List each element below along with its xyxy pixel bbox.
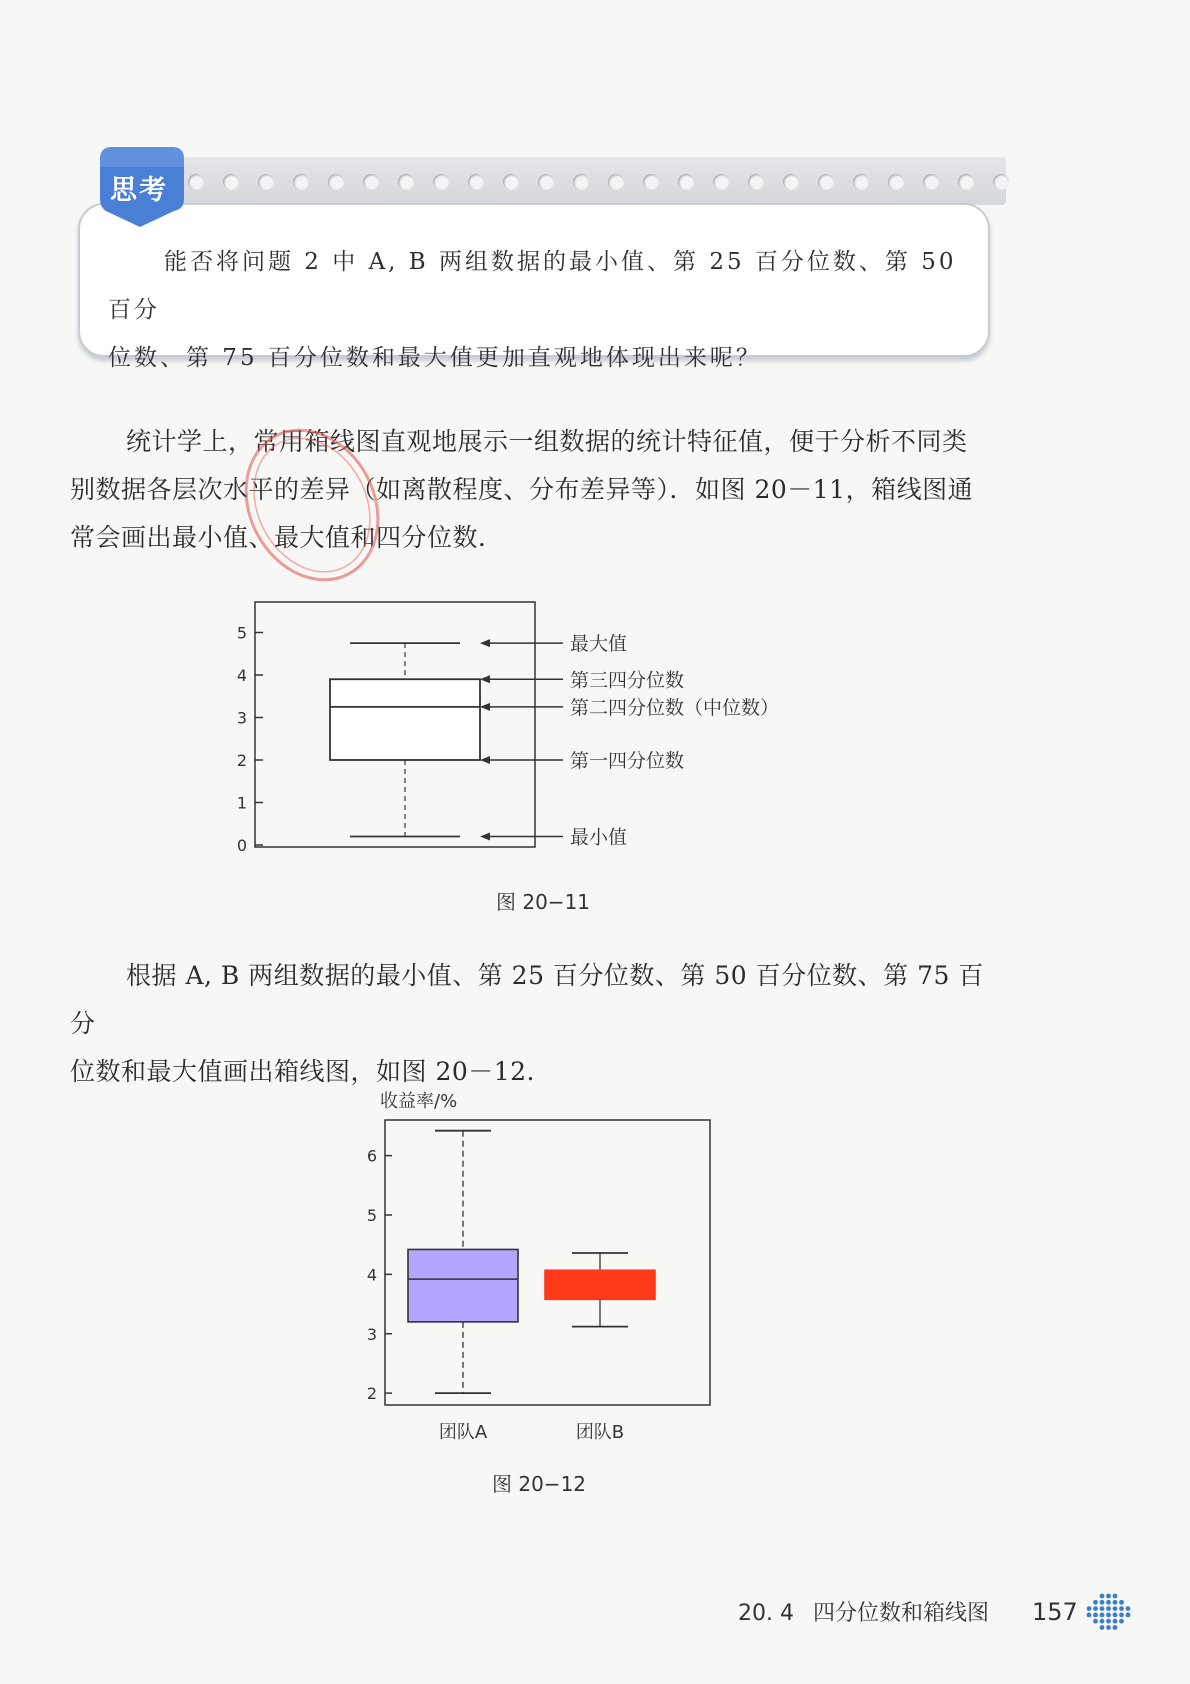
box-team-b xyxy=(545,1270,655,1299)
binder-hole xyxy=(468,174,484,190)
arrow-head-icon xyxy=(480,756,490,764)
arrow-head-icon xyxy=(480,703,490,711)
annotation-label-max: 最大值 xyxy=(570,633,628,656)
ornament-dot xyxy=(1100,1625,1105,1630)
annotation-label-median: 第二四分位数（中位数） xyxy=(570,696,780,719)
think-line-2: 位数、第 75 百分位数和最大值更加直观地体现出来呢？ xyxy=(108,345,762,371)
binder-hole xyxy=(783,174,799,190)
paragraph-2-line-2: 位数和最大值画出箱线图，如图 20－12． xyxy=(70,1057,553,1086)
box-team-a xyxy=(408,1249,518,1321)
binder-hole xyxy=(503,174,519,190)
ornament-dot xyxy=(1106,1606,1111,1611)
figure-20-11-caption: 图 20−11 xyxy=(496,890,591,914)
y-tick-label: 4 xyxy=(366,1265,377,1285)
paragraph-1-line-2: 别数据各层次水平的差异（如离散程度、分布差异等）．如图 20－11，箱线图通 xyxy=(70,475,974,504)
annotation-label-min: 最小值 xyxy=(570,826,628,849)
ornament-dot xyxy=(1106,1594,1111,1599)
binder-hole xyxy=(328,174,344,190)
binder-strip xyxy=(178,157,1006,205)
footer-section-number: 20. 4 xyxy=(738,1601,794,1626)
figure-20-12-boxplot xyxy=(355,1080,725,1460)
binder-hole xyxy=(713,174,729,190)
y-axis-title: 收益率/% xyxy=(380,1091,458,1112)
binder-hole xyxy=(608,174,624,190)
ornament-dot xyxy=(1087,1606,1092,1611)
binder-hole xyxy=(678,174,694,190)
ornament-dot xyxy=(1100,1613,1105,1618)
binder-hole xyxy=(888,174,904,190)
binder-hole xyxy=(258,174,274,190)
paragraph-2-line-1: 根据 A, B 两组数据的最小值、第 25 百分位数、第 50 百分位数、第 75 百分 xyxy=(70,961,984,1038)
x-category-label: 团队A xyxy=(438,1422,488,1443)
y-tick-label: 5 xyxy=(366,1206,377,1225)
think-label: 思考 xyxy=(110,175,168,206)
paragraph-1-line-1: 统计学上，常用箱线图直观地展示一组数据的统计特征值，便于分析不同类 xyxy=(126,427,968,456)
arrow-head-icon xyxy=(480,833,490,841)
ornament-dot xyxy=(1106,1600,1111,1605)
y-tick-label: 3 xyxy=(236,708,247,728)
paragraph-2 xyxy=(70,952,1005,1096)
binder-hole xyxy=(643,174,659,190)
binder-hole xyxy=(853,174,869,190)
binder-hole xyxy=(958,174,974,190)
ornament-dot xyxy=(1100,1619,1105,1624)
y-tick-label: 4 xyxy=(236,666,247,685)
binder-hole xyxy=(748,174,764,190)
ornament-dot xyxy=(1113,1613,1118,1618)
y-tick-label: 2 xyxy=(366,1384,377,1404)
binder-hole xyxy=(223,174,239,190)
ornament-dot xyxy=(1100,1606,1105,1611)
ornament-dot xyxy=(1126,1606,1131,1611)
ornament-dot xyxy=(1113,1606,1118,1611)
box-q1-q3 xyxy=(330,679,480,760)
binder-hole xyxy=(818,174,834,190)
ornament-dot xyxy=(1113,1594,1118,1599)
binder-hole xyxy=(993,174,1009,190)
ornament-dot xyxy=(1093,1619,1098,1624)
ornament-dot xyxy=(1093,1600,1098,1605)
binder-hole xyxy=(538,174,554,190)
y-tick-label: 2 xyxy=(236,751,247,770)
page-footer xyxy=(738,1596,1078,1627)
ornament-dot xyxy=(1100,1594,1105,1599)
binder-hole xyxy=(573,174,589,190)
ornament-dot xyxy=(1119,1606,1124,1611)
ornament-dot xyxy=(1113,1600,1118,1605)
page-dots-ornament-icon xyxy=(1085,1592,1137,1632)
y-tick-label: 3 xyxy=(366,1324,377,1344)
ornament-dot xyxy=(1106,1625,1111,1630)
annotation-label-q1: 第一四分位数 xyxy=(570,750,685,772)
arrow-head-icon xyxy=(480,639,490,647)
ornament-dot xyxy=(1126,1613,1131,1618)
y-tick-label: 6 xyxy=(366,1146,377,1166)
footer-section-title: 四分位数和箱线图 xyxy=(812,1601,989,1626)
x-category-label: 团队B xyxy=(575,1422,625,1443)
binder-hole xyxy=(293,174,309,190)
ornament-dot xyxy=(1093,1606,1098,1611)
binder-hole xyxy=(433,174,449,190)
paragraph-1-line-3: 常会画出最小值、最大值和四分位数． xyxy=(70,523,504,552)
ornament-dot xyxy=(1119,1613,1124,1618)
y-tick-label: 0 xyxy=(236,836,247,855)
figure-20-12-caption: 图 20−12 xyxy=(492,1472,587,1496)
arrow-head-icon xyxy=(480,675,490,683)
ornament-dot xyxy=(1113,1619,1118,1624)
ornament-dot xyxy=(1087,1613,1092,1618)
ornament-dot xyxy=(1119,1600,1124,1605)
annotation-label-q3: 第三四分位数 xyxy=(570,669,685,692)
ornament-dot xyxy=(1093,1613,1098,1618)
ornament-dot xyxy=(1100,1600,1105,1605)
binder-hole xyxy=(923,174,939,190)
paragraph-1 xyxy=(70,418,1005,562)
ornament-dot xyxy=(1106,1613,1111,1618)
y-tick-label: 1 xyxy=(236,793,247,813)
ornament-dot xyxy=(1119,1619,1124,1624)
page-number: 157 xyxy=(1032,1598,1078,1626)
ornament-dot xyxy=(1113,1625,1118,1630)
think-line-1: 能否将问题 2 中 A, B 两组数据的最小值、第 25 百分位数、第 50 百分 xyxy=(108,249,957,323)
think-question xyxy=(108,238,968,382)
y-tick-label: 5 xyxy=(236,623,247,643)
binder-hole xyxy=(398,174,414,190)
binder-hole xyxy=(363,174,379,190)
binder-hole xyxy=(188,174,204,190)
ornament-dot xyxy=(1106,1619,1111,1624)
figure-20-11-boxplot xyxy=(225,592,845,862)
